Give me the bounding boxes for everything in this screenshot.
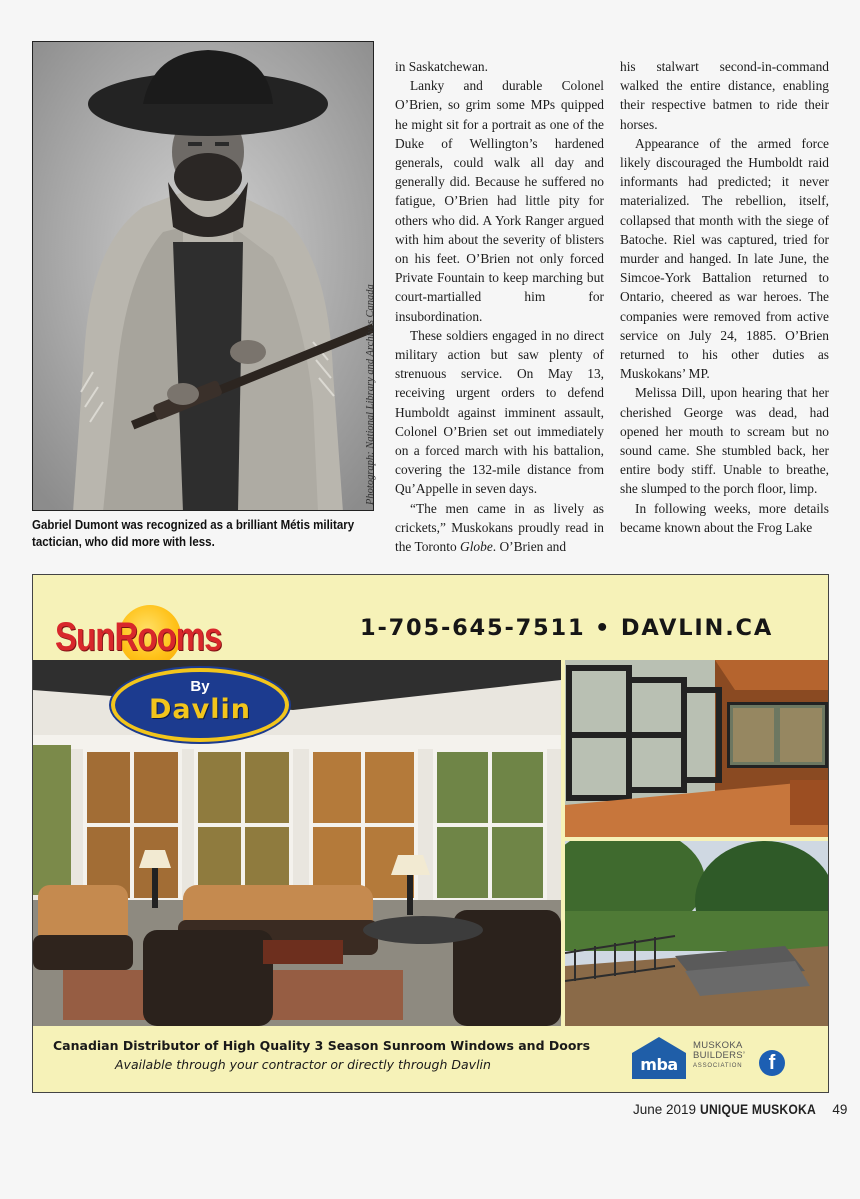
facebook-glyph: f bbox=[768, 1052, 776, 1074]
badge-by-text: By bbox=[190, 678, 210, 695]
paragraph: Melissa Dill, upon hearing that her cherished George was dead, had opened her mouth to scream but no sound came. She stumbled back, her entire body stiff. Unable to breathe, she slumped to the porch floor, limp. bbox=[620, 385, 829, 497]
sunroom-interior-illustration bbox=[33, 660, 561, 1026]
photo-credit: Photograph: National Library and Archives Canada bbox=[365, 284, 376, 505]
sunrooms-advertisement bbox=[32, 574, 829, 1093]
dumont-portrait-illustration bbox=[33, 42, 374, 511]
newspaper-name: Globe bbox=[460, 539, 493, 555]
wood-sunroom-photo bbox=[565, 660, 829, 837]
assoc-line: MUSKOKA bbox=[693, 1040, 743, 1051]
deck-photo bbox=[565, 841, 829, 1026]
mba-logo-text: mba bbox=[640, 1055, 678, 1074]
text-run: “The men came in as lively as crickets,” Muskokans proudly read in the Toronto bbox=[395, 500, 604, 555]
text-run: . O’Brien and bbox=[492, 539, 567, 555]
sunroom-interior-photo bbox=[33, 660, 561, 1026]
paragraph: in Saskatchewan. bbox=[395, 59, 488, 74]
facebook-icon[interactable] bbox=[759, 1050, 785, 1076]
article-column-2 bbox=[620, 57, 829, 537]
mba-logo bbox=[630, 1035, 688, 1079]
assoc-line: ASSOCIATION bbox=[693, 1063, 743, 1069]
historical-photo bbox=[32, 41, 374, 511]
paragraph: his stalwart second-in-command walked the entire distance, enabling their respective batmen to ride their horses. bbox=[620, 59, 829, 132]
page-number: 49 bbox=[832, 1102, 848, 1117]
photo-caption: Gabriel Dumont was recognized as a brilliant Métis military tactician, who did more with less. bbox=[32, 518, 355, 549]
paragraph: In following weeks, more details became known about the Frog Lake bbox=[620, 500, 829, 535]
article-column-1 bbox=[395, 57, 604, 556]
badge-brand-name: Davlin bbox=[149, 694, 251, 725]
builders-association-name bbox=[693, 1041, 745, 1071]
paragraph: Appearance of the armed force likely discouraged the Humboldt raid informants had predicted; it never materialized. The rebellion, itself, collapsed that month with the siege of Batoche. Riel was captured, tried for murder and hanged. In late June, the Simcoe-York Battalion returned to Ontario, cheered as war heroes. The companies were removed from active service on July 24, 1885. O’Brien returned to his other duties as Muskokans’ MP. bbox=[620, 135, 829, 382]
paragraph: Lanky and durable Colonel O’Brien, so grim some MPs quipped he might sit for a portrait as one of the Duke of Wellington’s hardened generals, could walk all day and generally did. Because he suffered no fatigue, O’Brien had little pity for others who did. A York Ranger argued with him about the severity of blisters on his feet. O’Brien not only forced Private Fountain to keep marching but court-martialled him for insubordination. bbox=[395, 78, 604, 324]
sunrooms-logo-text: SunRooms bbox=[55, 615, 222, 659]
magazine-name: UNIQUE MUSKOKA bbox=[699, 1102, 816, 1117]
assoc-line: BUILDERS’ bbox=[693, 1050, 746, 1061]
ad-subline: Available through your contractor or directly through Davlin bbox=[115, 1057, 491, 1072]
wood-sunroom-illustration bbox=[565, 660, 829, 837]
paragraph: These soldiers engaged in no direct military action but saw plenty of strenuous service. On May 13, receiving urgent orders to defend Humboldt against imminent assault, Colonel O’Brien set out immediately on a forced march with his battalion, covering the 132-mile distance from Qu’Appelle in seven days. bbox=[395, 327, 604, 497]
deck-illustration bbox=[565, 841, 829, 1026]
page-folio bbox=[633, 1102, 847, 1117]
contact-line: 1-705-645-7511 • DAVLIN.CA bbox=[360, 615, 774, 641]
issue-date: June 2019 bbox=[633, 1102, 697, 1117]
paragraph bbox=[395, 499, 604, 557]
davlin-badge bbox=[111, 668, 289, 742]
ad-tagline: Canadian Distributor of High Quality 3 Season Sunroom Windows and Doors bbox=[53, 1038, 591, 1053]
